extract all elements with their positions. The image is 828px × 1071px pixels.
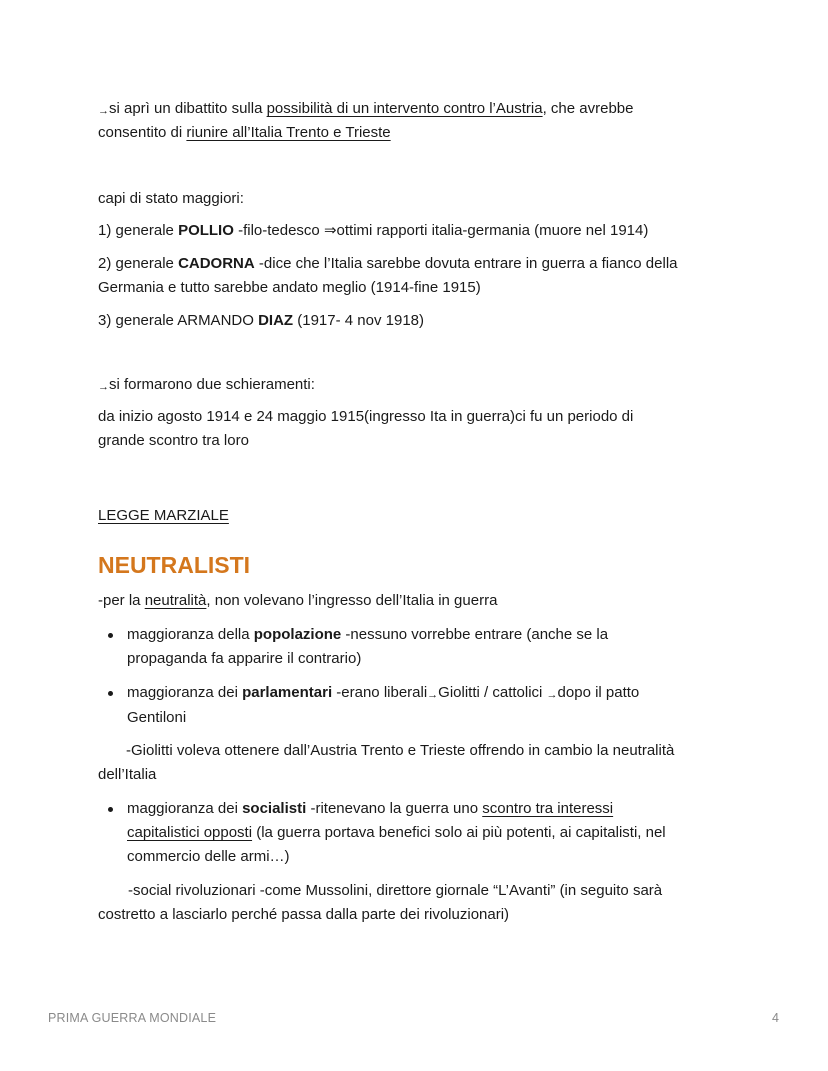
capi-title: capi di stato maggiori: — [98, 190, 244, 207]
bullet-icon — [108, 691, 113, 696]
arrow-icon: → — [427, 689, 439, 701]
bullet-icon — [108, 807, 113, 812]
neutralisti-intro: -per la neutralità, non volevano l’ingresso dell’Italia in guerra — [98, 592, 498, 609]
schieramenti-title: →si formarono due schieramenti: — [98, 376, 315, 393]
giolitti-note-line2: dell’Italia — [98, 766, 157, 783]
capi-item-cadorna-line2: Germania e tutto sarebbe andato meglio (1914-fine 1915) — [98, 279, 481, 296]
footer-title: PRIMA GUERRA MONDIALE — [48, 1011, 217, 1025]
paragraph-intervento: →si aprì un dibattito sulla possibilità di un intervento contro l’Austria, che avrebbe — [98, 100, 634, 117]
underlined-text: riunire all’Italia Trento e Trieste — [186, 124, 391, 141]
arrow-icon: → — [98, 381, 109, 393]
paragraph-intervento-line2: consentito di riunire all’Italia Trento e Trieste — [98, 124, 391, 141]
giolitti-note: -Giolitti voleva ottenere dall’Austria Trento e Trieste offrendo in cambio la neutralità — [126, 742, 675, 759]
schieramenti-text: da inizio agosto 1914 e 24 maggio 1915(ingresso Ita in guerra)ci fu un periodo di — [98, 408, 634, 425]
capi-item-diaz: 3) generale ARMANDO DIAZ (1917- 4 nov 1918) — [98, 312, 424, 329]
implies-arrow-icon: ⇒ — [323, 222, 337, 239]
social-rivoluzionari-line2: costretto a lasciarlo perché passa dalla parte dei rivoluzionari) — [98, 906, 510, 923]
page-number: 4 — [772, 1011, 779, 1025]
social-rivoluzionari: -social rivoluzionari -come Mussolini, direttore giornale “L’Avanti” (in seguito sarà — [128, 882, 663, 899]
underlined-text: possibilità di un intervento contro l’Austria — [266, 100, 543, 117]
schieramenti-text-line2: grande scontro tra loro — [98, 432, 249, 449]
capi-item-cadorna: 2) generale CADORNA -dice che l’Italia sarebbe dovuta entrare in guerra a fianco della — [98, 255, 678, 272]
heading-neutralisti: NEUTRALISTI — [98, 552, 251, 578]
capi-item-pollio: 1) generale POLLIO -filo-tedesco ⇒ottimi rapporti italia-germania (muore nel 1914) — [98, 222, 649, 239]
arrow-icon: → — [546, 689, 558, 701]
legge-marziale: LEGGE MARZIALE — [98, 507, 229, 524]
arrow-icon: → — [98, 105, 109, 117]
bullet-icon — [108, 633, 113, 638]
